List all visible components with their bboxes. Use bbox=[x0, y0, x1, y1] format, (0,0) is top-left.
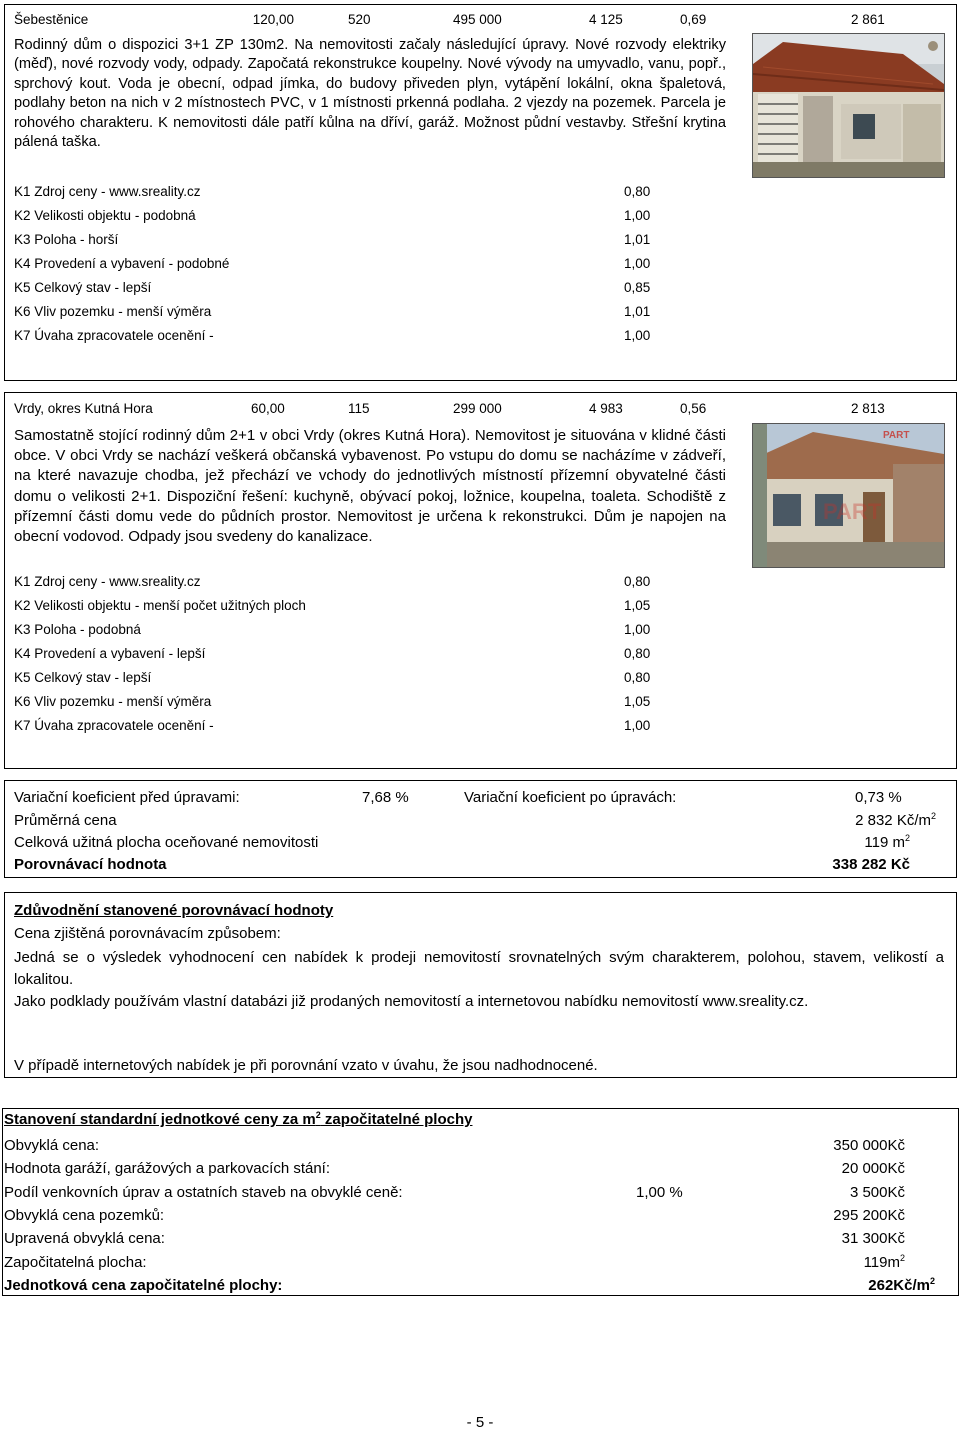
offer2-description: Samostatně stojící rodinný dům 2+1 v obci Vrdy (okres Kutná Hora). Nemovitost je situována v klidné části obce. V obci Vrdy se nachází veškerá občanská vybavenost. Po vstupu do domu se nacházíme v zádveří, na které navazuje chodba, jež přechází ve vchody do jednotlivých místností přízemní obyvatelné části domu o velikosti 2+1. Dispoziční řešení: kuchyně, obývací pokoj, ložnice, koupelna, toaleta. Schodiště z přízemní části domu vede do půdních prostor. Nemovitost je určena k rekonstrukci. Dům je napojen na obecní vodovod. Odpady jsou svedeny do kanalizace. bbox=[14, 427, 726, 546]
final-unit-price-sup: 2 bbox=[929, 1276, 935, 1286]
offer1-col6: 2 861 bbox=[851, 12, 885, 27]
coef-value: 1,05 bbox=[624, 694, 651, 709]
justification-para1: Jedná se o výsledek vyhodnocení cen nabídek k prodeji nemovitostí srovnatelných svým charakterem, polohou, stavem, velikostí a lokalitou. bbox=[14, 949, 944, 988]
var-before-value: 7,68 % bbox=[362, 789, 409, 806]
offer1-col2: 520 bbox=[348, 12, 371, 27]
offer2-col6: 2 813 bbox=[851, 401, 885, 416]
final-unit-price bbox=[760, 1277, 935, 1295]
offer2-col4: 4 983 bbox=[589, 401, 623, 416]
unit-row-value-sup: 2 bbox=[899, 1253, 905, 1263]
coef-label: K1 Zdroj ceny - www.sreality.cz bbox=[14, 184, 201, 199]
var-after-value: 0,73 % bbox=[855, 789, 902, 806]
coef-label: K4 Provedení a vybavení - lepší bbox=[14, 646, 206, 661]
coef-label: K7 Úvaha zpracovatele ocenění - bbox=[14, 718, 214, 733]
house-photo-1-image bbox=[753, 34, 944, 177]
compare bbox=[760, 856, 910, 874]
svg-text:PART: PART bbox=[883, 430, 910, 441]
coef-label: K5 Celkový stav - lepší bbox=[14, 280, 152, 295]
unit-row-label: Obvyklá cena pozemků: bbox=[4, 1207, 165, 1224]
unit-row-label: Podíl venkovních úprav a ostatních staveb na obvyklé ceně: bbox=[4, 1184, 403, 1201]
coef-label: K3 Poloha - podobná bbox=[14, 622, 141, 637]
coef-label: K6 Vliv pozemku - menší výměra bbox=[14, 304, 212, 319]
offer1-description: Rodinný dům o dispozici 3+1 ZP 130m2. Na nemovitosti začaly následující úpravy. Nové rozvody elektriky (měď), nové rozvody vody, odpady. Započatá rekonstrukce koupelny. Nové vývody na umyvadlo, vanu, popř., sprchový kout. Voda je obecní, odpad jímka, do budovy přiveden plyn, vytápění lokální, okna špaletová, podlahy beton na nich v 2 místnostech PVC, v 1 místnosti prkenná podlaha. 2 vjezdy na pozemek. Parcela je rohového charakteru. K nemovitosti dále patří kůlna na dříví, garáž. Možnost půdní vestavby. Střešní krytina pálená taška. bbox=[14, 37, 726, 151]
unit-row-label: Upravená obvyklá cena: bbox=[4, 1230, 165, 1247]
coef-value: 1,00 bbox=[624, 208, 651, 223]
unit-row-value: 350 000Kč bbox=[833, 1137, 905, 1154]
coef-value: 1,00 bbox=[624, 622, 651, 637]
final-unit-price-label: Jednotková cena započitatelné plochy: bbox=[4, 1277, 283, 1294]
page-number: - 5 - bbox=[466, 1414, 494, 1431]
unit-row-value bbox=[760, 1254, 905, 1272]
area-unit: m bbox=[892, 834, 905, 851]
unit-price-title-sup: 2 bbox=[315, 1110, 321, 1120]
avg-price-label: Průměrná cena bbox=[14, 812, 117, 829]
unit-row-label: Obvyklá cena: bbox=[4, 1137, 100, 1154]
unit-row-pct: 1,00 % bbox=[636, 1184, 683, 1201]
offer2-location: Vrdy, okres Kutná Hora bbox=[14, 401, 153, 416]
avg-price-value: 2 832 bbox=[855, 812, 893, 829]
area-label: Celková užitná plocha oceňované nemovitosti bbox=[14, 834, 319, 851]
coef-label: K4 Provedení a vybavení - podobné bbox=[14, 256, 230, 271]
house-photo-2-image bbox=[753, 424, 944, 567]
offer2-house-photo bbox=[752, 423, 945, 568]
justification-para3: V případě internetových nabídek je při porovnání vzato v úvahu, že jsou nadhodnocené. bbox=[14, 1057, 598, 1074]
unit-price-title bbox=[4, 1111, 472, 1129]
coef-value: 0,80 bbox=[624, 670, 651, 685]
unit-row-label: Hodnota garáží, garážových a parkovacích stání: bbox=[4, 1160, 331, 1177]
coef-label: K6 Vliv pozemku - menší výměra bbox=[14, 694, 212, 709]
offer2-col3: 299 000 bbox=[453, 401, 502, 416]
coef-value: 1,00 bbox=[624, 256, 651, 271]
unit-row-value: 3 500Kč bbox=[849, 1184, 905, 1201]
unit-row-value: 31 300Kč bbox=[841, 1230, 905, 1247]
coef-label: K1 Zdroj ceny - www.sreality.cz bbox=[14, 574, 201, 589]
offer1-col5: 0,69 bbox=[680, 12, 707, 27]
offer1-location: Šebestěnice bbox=[14, 12, 89, 27]
coef-label: K7 Úvaha zpracovatele ocenění - bbox=[14, 328, 214, 343]
offer1-col1: 120,00 bbox=[252, 12, 294, 27]
area-value: 119 bbox=[864, 834, 889, 851]
justification-para2: Jako podklady používám vlastní databázi již prodaných nemovitostí a internetovou nabídku nemovitostí www.sreality.cz. bbox=[14, 993, 809, 1010]
unit-row-value: 20 000Kč bbox=[841, 1160, 905, 1177]
coef-value: 1,00 bbox=[624, 328, 651, 343]
avg-price-unit: Kč/m bbox=[896, 812, 931, 829]
coef-value: 0,80 bbox=[624, 184, 651, 199]
unit-row-value-text: 119m bbox=[863, 1254, 900, 1271]
coef-value: 0,85 bbox=[624, 280, 651, 295]
svg-text:PART: PART bbox=[823, 499, 882, 524]
offer1-col3: 495 000 bbox=[453, 12, 502, 27]
area-sup: 2 bbox=[904, 833, 910, 843]
offer1-col4: 4 125 bbox=[589, 12, 623, 27]
coef-label: K2 Velikosti objektu - podobná bbox=[14, 208, 196, 223]
unit-price-title-text: Stanovení standardní jednotkové ceny za m bbox=[4, 1111, 316, 1128]
coef-value: 1,01 bbox=[624, 304, 651, 319]
unit-price-title-end: započitatelné plochy bbox=[320, 1111, 473, 1128]
coef-value: 1,01 bbox=[624, 232, 651, 247]
area bbox=[760, 834, 910, 852]
offer1-house-photo bbox=[752, 33, 945, 178]
justification-line1: Cena zjištěná porovnávacím způsobem: bbox=[14, 925, 281, 942]
coef-value: 0,80 bbox=[624, 574, 651, 589]
coef-value: 1,00 bbox=[624, 718, 651, 733]
var-after-label: Variační koeficient po úpravách: bbox=[464, 789, 677, 806]
avg-price-sup: 2 bbox=[930, 811, 936, 821]
coef-label: K3 Poloha - horší bbox=[14, 232, 119, 247]
unit-row-value: 295 200Kč bbox=[833, 1207, 905, 1224]
compare-unit: Kč bbox=[890, 856, 910, 873]
var-before-label: Variační koeficient před úpravami: bbox=[14, 789, 240, 806]
coef-value: 1,05 bbox=[624, 598, 651, 613]
compare-label: Porovnávací hodnota bbox=[14, 856, 167, 873]
offer2-col1: 60,00 bbox=[251, 401, 285, 416]
offer2-col5: 0,56 bbox=[680, 401, 707, 416]
coef-label: K2 Velikosti objektu - menší počet užitných ploch bbox=[14, 598, 306, 613]
offer2-col2: 115 bbox=[348, 401, 370, 416]
final-unit-price-value: 262Kč/m bbox=[868, 1277, 930, 1294]
coef-label: K5 Celkový stav - lepší bbox=[14, 670, 152, 685]
justification-title: Zdůvodnění stanovené porovnávací hodnoty bbox=[14, 902, 334, 919]
coef-value: 0,80 bbox=[624, 646, 651, 661]
unit-row-label: Započitatelná plocha: bbox=[4, 1254, 147, 1271]
compare-value: 338 282 bbox=[832, 856, 887, 873]
avg-price bbox=[760, 812, 936, 830]
